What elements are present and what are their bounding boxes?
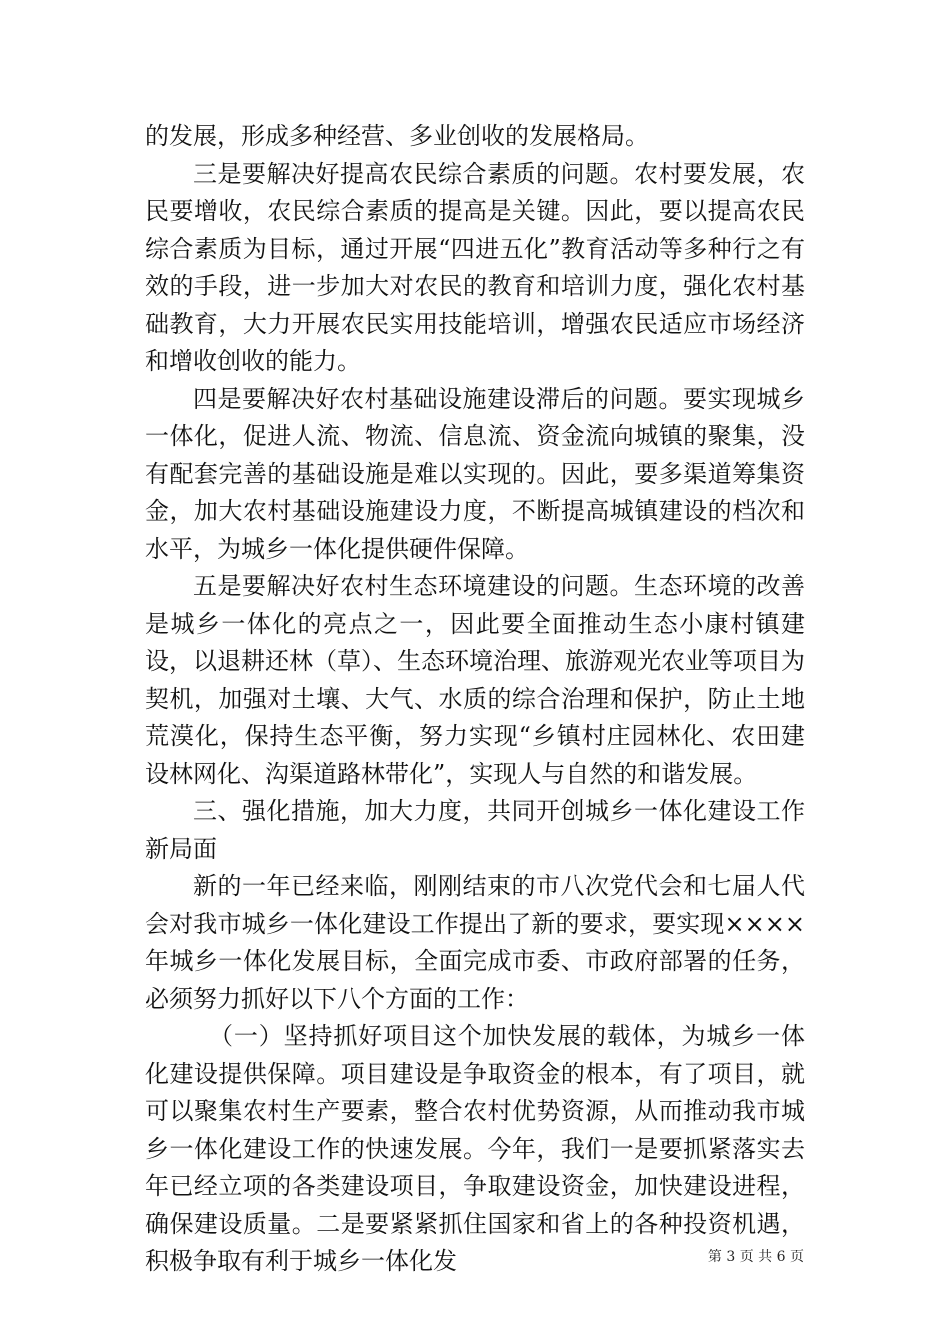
paragraph-infrastructure: 四是要解决好农村基础设施建设滞后的问题。要实现城乡一体化，促进人流、物流、信息流、资金流向城镇的聚集，没有配套完善的基础设施是难以实现的。因此，要多渠道筹集资金，加大农村基础设施建设力度，不断提高城镇建设的档次和水平，为城乡一体化提供硬件保障。 — [145, 384, 805, 563]
paragraph-projects: （一）坚持抓好项目这个加快发展的载体，为城乡一体化建设提供保障。项目建设是争取资金的根本，有了项目，就可以聚集农村生产要素，整合农村优势资源，从而推动我市城乡一体化建设工作的快速发展。今年，我们一是要抓紧落实去年已经立项的各类建设项目，争取建设资金，加快建设进程，确保建设质量。二是要紧紧抓住国家和省上的各种投资机遇，积极争取有利于城乡一体化发 — [145, 1022, 805, 1275]
section-heading-measures: 三、强化措施，加大力度，共同开创城乡一体化建设工作新局面 — [145, 797, 805, 863]
paragraph-new-year: 新的一年已经来临，刚刚结束的市八次党代会和七届人代会对我市城乡一体化建设工作提出了新的要求，要实现××××年城乡一体化发展目标，全面完成市委、市政府部署的任务，必须努力抓好以下八个方面的工作： — [145, 872, 805, 1013]
document-body — [145, 118, 805, 1281]
paragraph-continuation: 的发展，形成多种经营、多业创收的发展格局。 — [145, 122, 649, 150]
paragraph-ecology: 五是要解决好农村生态环境建设的问题。生态环境的改善是城乡一体化的亮点之一，因此要全面推动生态小康村镇建设，以退耕还林（草）、生态环境治理、旅游观光农业等项目为契机，加强对土壤、大气、水质的综合治理和保护，防止土地荒漠化，保持生态平衡，努力实现“乡镇村庄园林化、农田建设林网化、沟渠道路林带化”，实现人与自然的和谐发展。 — [145, 572, 805, 788]
paragraph-farmer-quality: 三是要解决好提高农民综合素质的问题。农村要发展，农民要增收，农民综合素质的提高是关键。因此，要以提高农民综合素质为目标，通过开展“四进五化”教育活动等多种行之有效的手段，进一步加大对农民的教育和培训力度，强化农村基础教育，大力开展农民实用技能培训，增强农民适应市场经济和增收创收的能力。 — [145, 159, 805, 375]
page-number-footer: 第 3 页 共 6 页 — [707, 1249, 804, 1265]
